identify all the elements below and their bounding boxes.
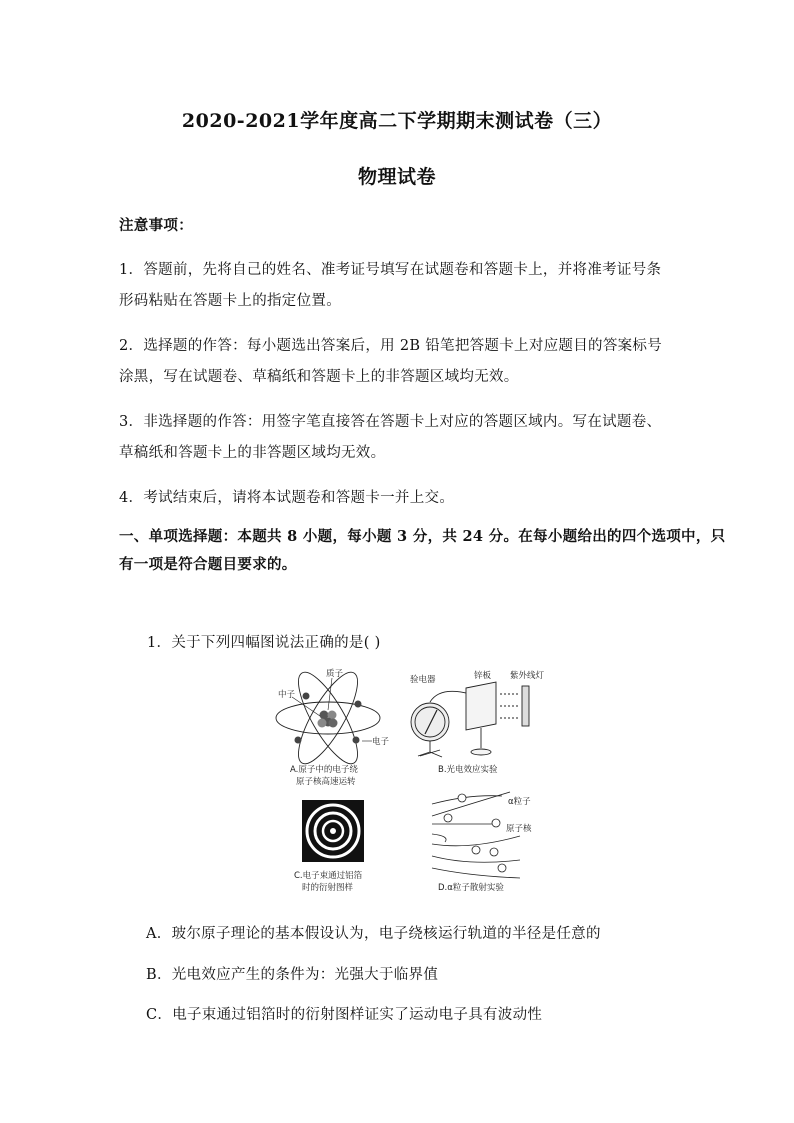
- panel-b-zinc-plate: [466, 682, 496, 755]
- notice-heading: 注意事项：: [119, 217, 193, 234]
- section-heading-line-2: 有一项是符合题目要求的。: [119, 556, 297, 573]
- panel-c-diffraction: [302, 800, 364, 862]
- notice-item-2-line-1: 2．选择题的作答：每小题选出答案后，用 2B 铅笔把答题卡上对应题目的答案标号: [119, 338, 663, 354]
- panel-b-uv-lamp: [500, 686, 529, 726]
- caption-b: B.光电效应实验: [438, 765, 498, 775]
- caption-a-line-2: 原子核高速运转: [296, 777, 356, 787]
- notice-item-1-line-1: 1．答题前，先将自己的姓名、准考证号填写在试题卷和答题卡上，并将准考证号条: [119, 262, 662, 278]
- notice-item-2-line-2: 涂黑，写在试题卷、草稿纸和答题卡上的非答题区域均无效。: [119, 369, 519, 385]
- notice-item-1-line-2: 形码粘贴在答题卡上的指定位置。: [119, 293, 341, 309]
- caption-a-line-1: A.原子中的电子绕: [290, 765, 358, 775]
- label-electron: 电子: [372, 737, 390, 747]
- label-neutron: 中子: [278, 690, 296, 700]
- exam-title: 2020-2021学年度高二下学期期末测试卷（三）: [181, 110, 613, 132]
- option-c: C．电子束通过铝箔时的衍射图样证实了运动电子具有波动性: [146, 1007, 543, 1023]
- caption-c-line-2: 时的衍射图样: [302, 883, 354, 893]
- label-electroscope: 验电器: [410, 675, 436, 685]
- exam-subtitle: 物理试卷: [357, 166, 436, 188]
- notice-item-3-line-1: 3．非选择题的作答：用签字笔直接答在答题卡上对应的答题区域内。写在试题卷、: [119, 414, 662, 430]
- panel-a-nucleus: [318, 711, 338, 728]
- panel-d-scattering: [432, 792, 520, 878]
- label-alpha-particle: α粒子: [508, 797, 531, 807]
- notice-item-3-line-2: 草稿纸和答题卡上的非答题区域均无效。: [119, 445, 386, 461]
- section-heading-line-1: 一、单项选择题：本题共 8 小题，每小题 3 分，共 24 分。在每小题给出的四个选项中，只: [119, 528, 726, 545]
- label-proton: 质子: [326, 669, 344, 679]
- figure-svg: [270, 664, 580, 900]
- option-a: A．玻尔原子理论的基本假设认为，电子绕核运行轨道的半径是任意的: [146, 926, 601, 942]
- label-nucleus: 原子核: [506, 824, 532, 834]
- panel-b-electroscope: [411, 691, 470, 757]
- caption-c-line-1: C.电子束通过铝箔: [294, 871, 363, 881]
- question-1-figure: [270, 664, 580, 900]
- caption-d: D.α粒子散射实验: [438, 883, 504, 893]
- notice-item-4: 4．考试结束后，请将本试题卷和答题卡一并上交。: [119, 490, 455, 506]
- option-b: B．光电效应产生的条件为：光强大于临界值: [146, 967, 439, 983]
- label-uv-lamp: 紫外线灯: [510, 671, 545, 681]
- label-zinc-plate: 锌板: [474, 671, 492, 681]
- question-1-stem: 1．关于下列四幅图说法正确的是( ): [147, 635, 381, 651]
